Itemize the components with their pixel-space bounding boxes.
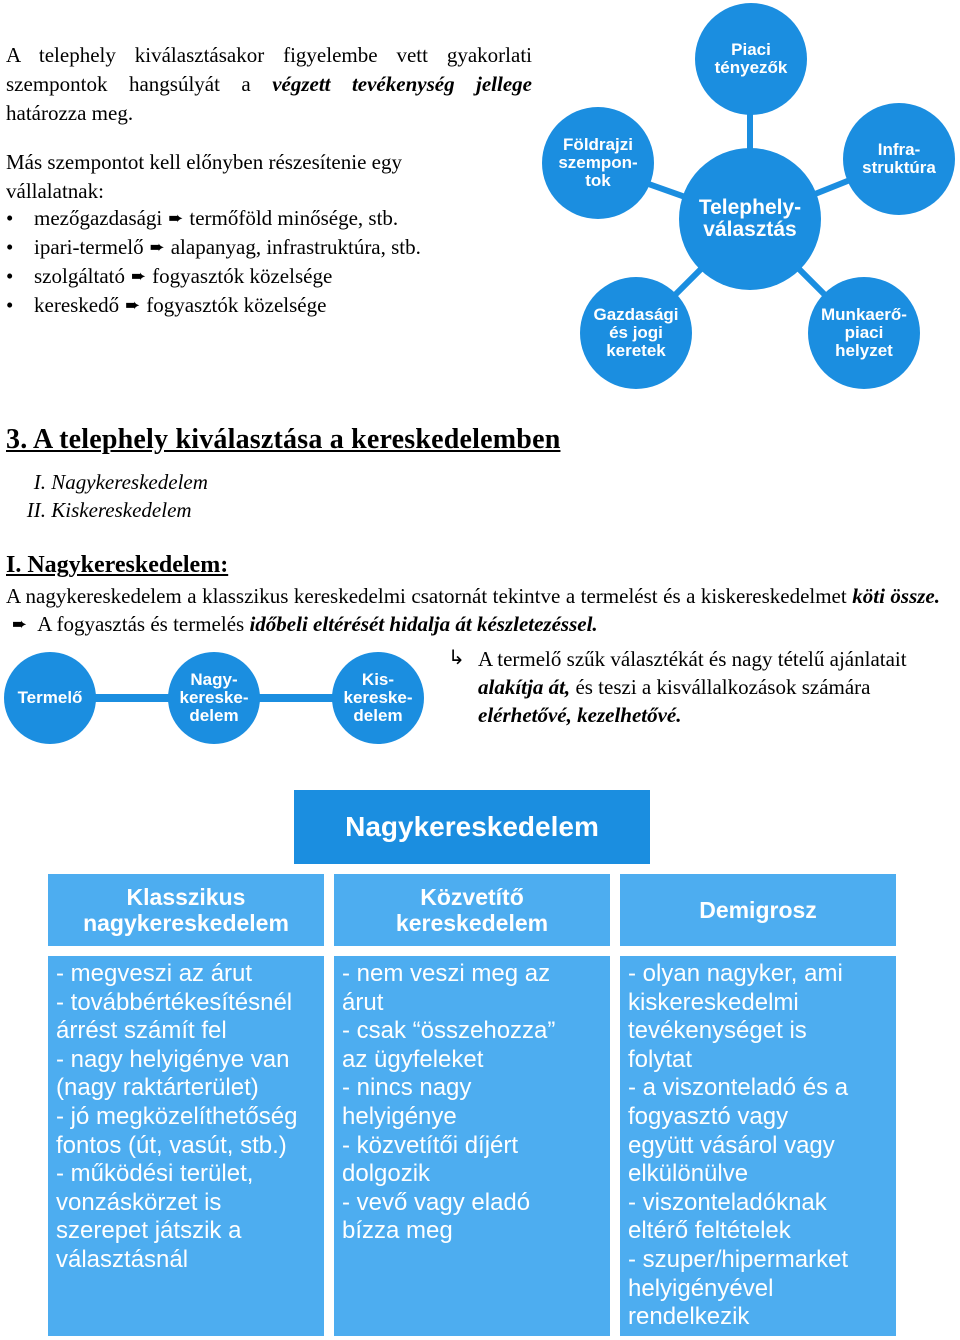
bullet-icon: • [6, 293, 14, 317]
section-list-item: I. Nagykereskedelem [33, 470, 208, 494]
column-header-broker: Közvetítő kereskedelem [334, 874, 610, 946]
diagram-node-geographic: Földrajzi szempon- tok [542, 107, 654, 219]
section-list [6, 468, 208, 524]
bullet-right: alapanyag, infrastruktúra, stb. [170, 235, 421, 259]
return-arrow-icon: ↳ [448, 645, 465, 669]
bullet-item [6, 291, 526, 320]
diagram-node-market: Piaci tényezők [695, 3, 807, 115]
list-item: - a viszonteladó és a fogyasztó vagy együtt vásárol vagy elkülönülve [628, 1074, 849, 1188]
bullet-left: ipari-termelő [34, 235, 144, 259]
bullet-left: mezőgazdasági [34, 206, 163, 230]
bullet-left: kereskedő [34, 293, 120, 317]
wholesale-heading: I. Nagykereskedelem: [6, 552, 229, 578]
intro-paragraph-2 [6, 148, 426, 206]
bullet-icon: • [6, 206, 14, 230]
intro-text: A telephely kiválasztásakor figyelembe vett gyakorlati szempontok hangsúlyát a [6, 43, 532, 96]
list-item: - nem veszi meg az árut [342, 960, 551, 1016]
chain-node-producer: Termelő [4, 652, 96, 744]
emphasis: időbeli eltérését hidalja át készletezéssel. [249, 612, 598, 636]
list-item: - működési terület, vonzáskörzet is szerepet játszik a választásnál [56, 1160, 254, 1273]
bullet-right: fogyasztók közelsége [146, 293, 327, 317]
chain-node-wholesale: Nagy- kereske- delem [168, 652, 260, 744]
diagram-node-labour-market: Munkaerő- piaci helyzet [808, 277, 920, 389]
intro-emphasis: végzett tevékenység jellege [272, 72, 532, 96]
diagram-center-node: Telephely- választás [679, 148, 821, 290]
bullet-icon: • [6, 264, 14, 288]
column-header-demigrosz: Demigrosz [620, 874, 896, 946]
list-item: - megveszi az árut [56, 960, 253, 987]
arrow-right-icon: ➨ [125, 295, 141, 315]
bullet-left: szolgáltató [34, 264, 125, 288]
bullet-item [6, 262, 526, 291]
list-item: - olyan nagyker, ami kiskereskedelmi tevékenységet is folytat [628, 960, 843, 1073]
bullet-item [6, 204, 526, 233]
column-body-demigrosz [620, 956, 896, 1336]
list-item: - vevő vagy eladó bízza meg [342, 1188, 531, 1245]
list-item: - továbbértékesítésnél árrést számít fel [56, 988, 293, 1045]
column-body-broker [334, 956, 610, 1336]
list-item: - közvetítői díjért dolgozik [342, 1131, 519, 1188]
list-item: - csak “összehozza” az ügyfeleket [342, 1017, 556, 1073]
table-title: Nagykereskedelem [294, 790, 650, 864]
column-body-classic [48, 956, 324, 1336]
location-factors-diagram [540, 0, 960, 400]
intro-line-2: Más szempontot kell előnyben részesítenie egy vállalatnak: [6, 150, 402, 203]
intro-paragraph-1 [6, 41, 532, 128]
section-list-item: II. Kiskereskedelem [26, 498, 192, 522]
arrow-right-icon: ➨ [130, 266, 147, 286]
bullet-right: termőföld minősége, stb. [189, 206, 399, 230]
column-header-classic: Klasszikus nagykereskedelem [48, 874, 324, 946]
arrow-right-icon: ➨ [168, 208, 184, 228]
list-item: - jó megközelíthetőség fontos (út, vasút, stb.) [56, 1102, 298, 1159]
trade-chain-diagram [0, 650, 430, 750]
wholesale-note: ↳ A termelő szűk választékát és nagy tételű ajánlatait alakítja át, és teszi a kisvállalkozások számára elérhetővé, kezelhetővé. [448, 645, 907, 727]
bullet-icon: • [6, 235, 14, 259]
list-item: - viszonteladóknak eltérő feltételek [628, 1188, 827, 1245]
intro-text-end: határozza meg. [6, 101, 134, 125]
arrow-right-icon: ➨ [149, 237, 165, 257]
arrow-right-icon: ➨ [12, 614, 28, 634]
diagram-node-infrastructure: Infra- struktúra [843, 103, 955, 215]
list-item: - szuper/hipermarket helyigényével rendelkezik [628, 1245, 849, 1331]
wholesale-paragraph: A nagykereskedelem a klasszikus kereskedelmi csatornát tekintve a termelést és a kiskereskedelmet köti össze. ➨ A fogyasztás és termelés időbeli eltérését hidalja át készletezéssel. [6, 584, 940, 636]
bullet-item [6, 233, 526, 262]
section-title: 3. A telephely kiválasztása a kereskedelemben [6, 424, 561, 455]
list-item: - nagy helyigénye van (nagy raktárterület) [56, 1045, 290, 1102]
list-item: - nincs nagy helyigénye [342, 1074, 472, 1130]
bullet-right: fogyasztók közelsége [152, 264, 333, 288]
emphasis: köti össze. [852, 584, 940, 608]
diagram-node-economic-legal: Gazdasági és jogi keretek [580, 277, 692, 389]
emphasis: alakítja át, [478, 675, 571, 699]
emphasis: elérhetővé, kezelhetővé. [478, 703, 682, 727]
intro-bullet-list [6, 204, 526, 320]
chain-node-retail: Kis- kereske- delem [332, 652, 424, 744]
